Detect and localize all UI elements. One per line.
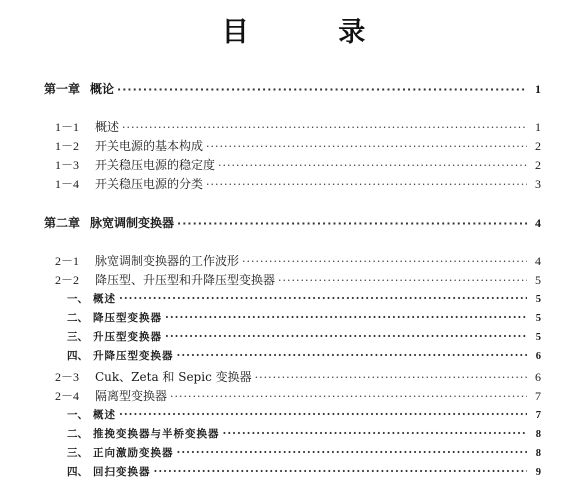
dot-leader [223, 427, 528, 438]
toc-section-2-3 [55, 368, 541, 385]
entry-label: 降压型变换器 [93, 312, 162, 324]
dot-leader [206, 139, 527, 151]
entry-page: 8 [535, 448, 541, 459]
entry-page: 4 [535, 216, 541, 230]
toc-section-2-4 [55, 387, 541, 404]
toc-sub-2-2-2 [67, 310, 541, 325]
dot-leader [255, 370, 527, 382]
entry-page: 8 [535, 429, 541, 440]
dot-leader [218, 158, 527, 170]
entry-label: 推挽变换器与半桥变换器 [93, 428, 220, 440]
entry-page: 5 [535, 273, 541, 287]
entry-label: Cuk、Zeta 和 Sepic 变换器 [95, 370, 252, 384]
entry-number: 四、 [67, 466, 88, 478]
entry-number: 第二章 [44, 216, 81, 230]
toc-sub-2-4-1 [67, 407, 541, 422]
entry-label: 隔离型变换器 [95, 389, 168, 403]
entry-page: 5 [535, 294, 541, 305]
entry-page: 3 [535, 177, 541, 191]
entry-page: 2 [535, 158, 541, 172]
dot-leader [122, 120, 527, 132]
entry-page: 7 [535, 389, 541, 403]
toc-chapter-1 [44, 80, 541, 97]
entry-label: 开关稳压电源的分类 [95, 177, 204, 191]
entry-number: 2－3 [55, 370, 80, 384]
entry-page: 5 [535, 313, 541, 324]
entry-label: 概述 [93, 293, 116, 305]
entry-label: 脉宽调制变换器 [90, 216, 175, 230]
entry-number: 一、 [67, 409, 88, 421]
entry-number: 1－4 [55, 177, 80, 191]
entry-number: 一、 [67, 293, 88, 305]
dot-leader [154, 465, 528, 476]
dot-leader [278, 273, 527, 285]
entry-number: 三、 [67, 447, 88, 459]
entry-number: 四、 [67, 350, 88, 362]
entry-number: 2－2 [55, 273, 80, 287]
dot-leader [165, 330, 527, 341]
dot-leader [119, 408, 527, 419]
toc-chapter-2 [44, 214, 541, 231]
entry-label: 概述 [93, 409, 116, 421]
toc-section-2-2 [55, 271, 541, 288]
entry-number: 1－3 [55, 158, 80, 172]
toc-sub-2-4-4 [67, 464, 541, 479]
entry-page: 6 [535, 351, 541, 362]
toc-sub-2-4-3 [67, 445, 541, 460]
toc-section-1-1 [55, 118, 541, 135]
dot-leader [170, 389, 527, 401]
toc-section-1-2 [55, 137, 541, 154]
toc-sub-2-2-4 [67, 348, 541, 363]
entry-number: 2－1 [55, 254, 80, 268]
entry-number: 2－4 [55, 389, 80, 403]
toc-section-2-1 [55, 252, 541, 269]
entry-page: 4 [535, 254, 541, 268]
entry-page: 9 [535, 467, 541, 478]
entry-label: 升降压型变换器 [93, 350, 174, 362]
entry-label: 开关电源的基本构成 [95, 139, 204, 153]
entry-page: 2 [535, 139, 541, 153]
dot-leader [206, 177, 527, 189]
entry-page: 5 [535, 332, 541, 343]
entry-number: 二、 [67, 428, 88, 440]
dot-leader [177, 349, 528, 360]
entry-page: 7 [535, 410, 541, 421]
entry-page: 1 [535, 120, 541, 134]
dot-leader [242, 254, 527, 266]
entry-page: 6 [535, 370, 541, 384]
entry-number: 1－2 [55, 139, 80, 153]
entry-label: 升压型变换器 [93, 331, 162, 343]
entry-label: 开关稳压电源的稳定度 [95, 158, 216, 172]
entry-label: 概述 [95, 120, 120, 134]
toc-section-1-4 [55, 175, 541, 192]
toc-sub-2-2-1 [67, 291, 541, 306]
entry-label: 脉宽调制变换器的工作波形 [95, 254, 240, 268]
dot-leader [177, 216, 527, 228]
dot-leader [117, 82, 527, 94]
dot-leader [119, 292, 527, 303]
entry-page: 1 [535, 82, 541, 96]
entry-label: 回扫变换器 [93, 466, 151, 478]
entry-label: 概论 [90, 82, 115, 96]
entry-number: 1－1 [55, 120, 80, 134]
toc-sub-2-2-3 [67, 329, 541, 344]
entry-label: 降压型、升压型和升降压型变换器 [95, 273, 276, 287]
entry-number: 三、 [67, 331, 88, 343]
entry-number: 第一章 [44, 82, 81, 96]
toc-sub-2-4-2 [67, 426, 541, 441]
dot-leader [165, 311, 527, 322]
page-title: 目 录 [221, 17, 406, 48]
entry-number: 二、 [67, 312, 88, 324]
dot-leader [177, 446, 528, 457]
toc-section-1-3 [55, 156, 541, 173]
entry-label: 正向激励变换器 [93, 447, 174, 459]
